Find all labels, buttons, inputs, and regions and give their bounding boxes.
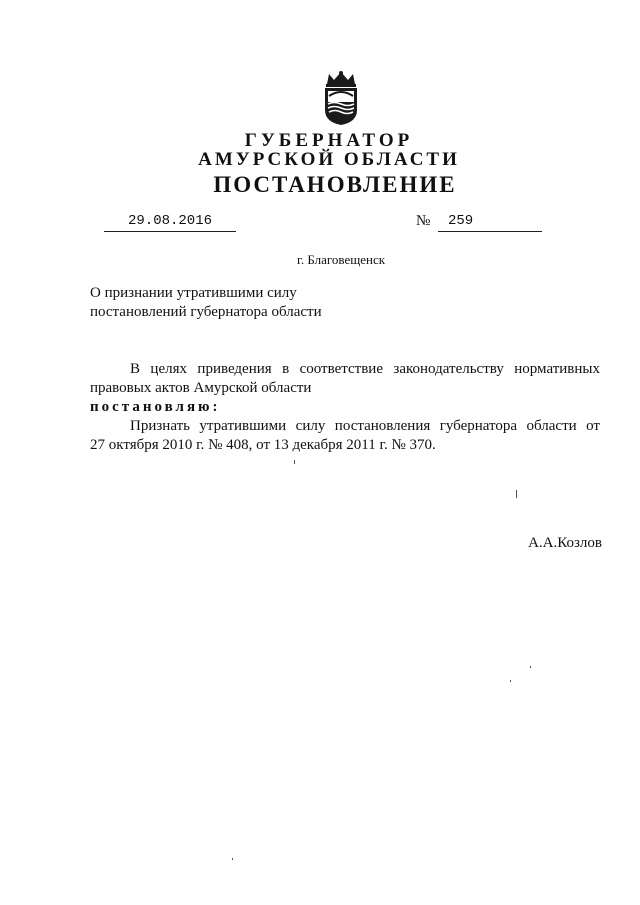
subject-line: О признании утратившими силу [90, 285, 297, 301]
document-subject [90, 284, 390, 322]
coat-of-arms-icon [319, 70, 363, 126]
signature-name: А.А.Козлов [528, 535, 602, 551]
subject-line: постановлений губернатора области [90, 304, 322, 320]
scan-speck [510, 680, 511, 682]
scan-speck [294, 460, 295, 464]
scan-speck [516, 490, 517, 498]
intro-paragraph-line2: правовых актов Амурской области [90, 380, 312, 396]
intro-paragraph-line1: В целях приведения в соответствие законодательству нормативных [130, 361, 600, 377]
org-title-line2: АМУРСКОЙ ОБЛАСТИ [198, 149, 460, 170]
clause-line2: 27 октября 2010 г. № 408, от 13 декабря 2011 г. № 370. [90, 437, 436, 453]
scan-speck [232, 858, 233, 860]
number-sign: № [416, 213, 431, 229]
clause-line1: Признать утратившими силу постановления губернатора области от [130, 418, 600, 434]
document-number: 259 [438, 213, 542, 232]
decree-word: постановляю: [90, 399, 221, 415]
org-title-line1: ГУБЕРНАТОР [244, 130, 414, 151]
document-type-title: ПОСТАНОВЛЕНИЕ [213, 172, 457, 197]
scan-speck [530, 666, 531, 668]
document-date: 29.08.2016 [104, 213, 236, 232]
document-body [90, 360, 600, 455]
city-name: г. Благовещенск [296, 252, 386, 267]
